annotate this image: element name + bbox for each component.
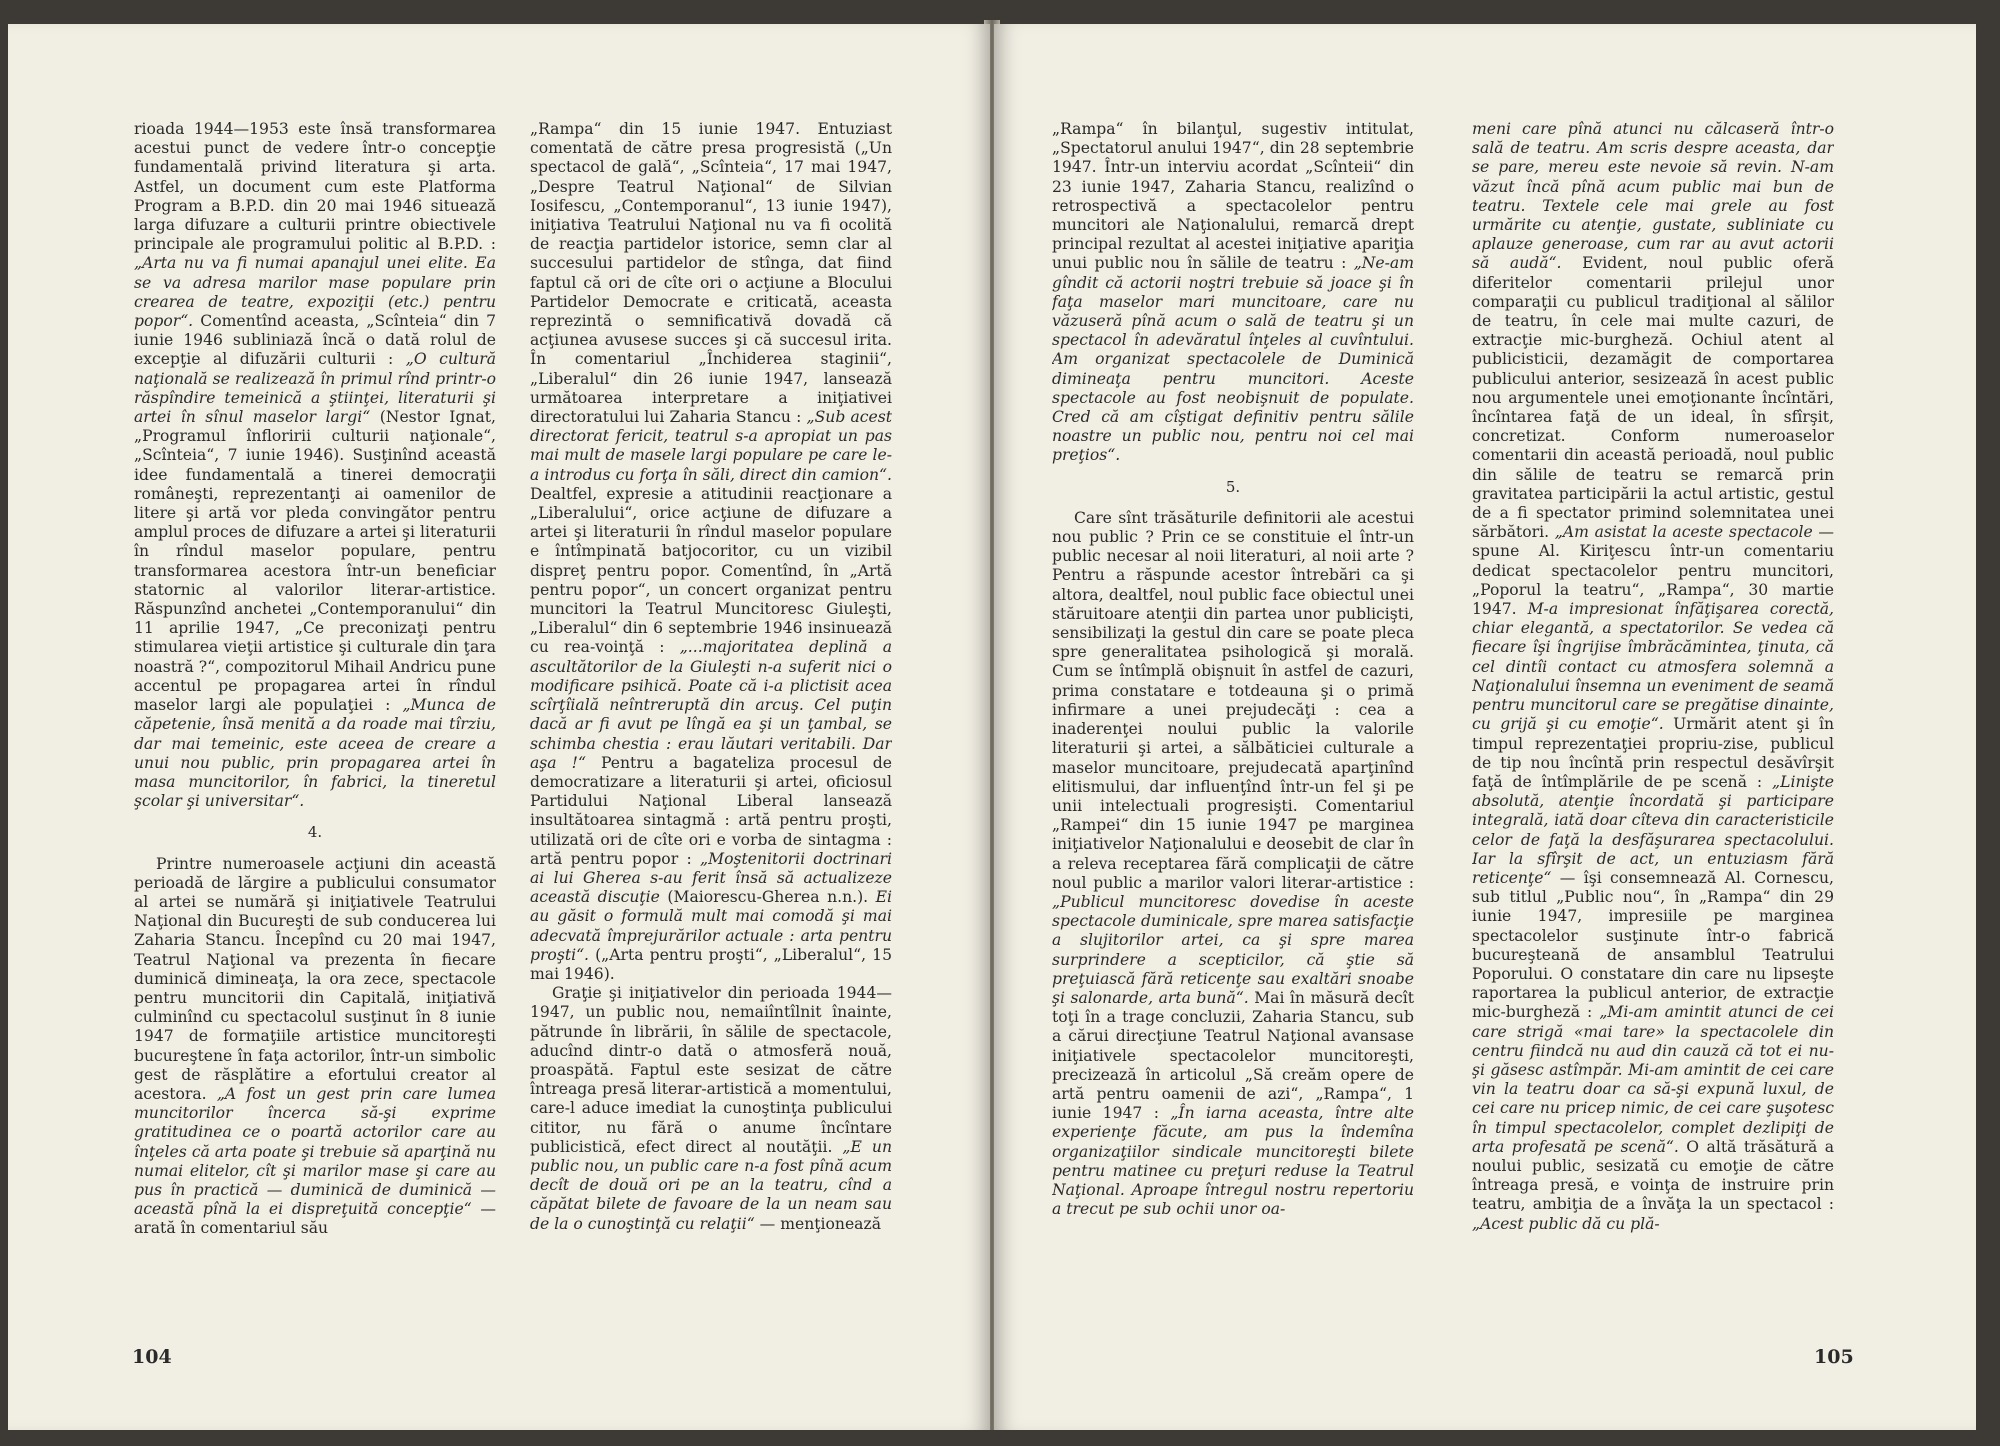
page-number: 105	[1814, 1346, 1854, 1368]
paragraph: „Rampa“ din 15 iunie 1947. Entuziast comentată de către presa progresistă („Un spectacol de gală“, „Scînteia“, 17 mai 1947, „Despre Teatrul Naţional“ de Silvian Iosifescu, „Contemporanul“, 13 iunie 1947), iniţiativa Teatrului Naţional nu va fi ocolită de reacţia partidelor istorice, semn clar al succesului partidelor de stînga, dat fiind faptul că ori de cîte ori o acţiune a Blocului Partidelor Democrate e criticată, aceasta reprezintă o semnificativă dovadă că acţiunea avusese succes şi că succesul irita. În comentariul „Închiderea staginii“, „Liberalul“ din 26 iunie 1947, lansează următoarea interpretare a iniţiativei directoratului lui Zaharia Stancu : „Sub acest directorat fericit, teatrul s-a apropiat un pas mai mult de masele largi populare pe care le-a introdus cu forţa în săli, direct din camion“. Dealtfel, expresie a atitudinii reacţionare a „Liberalului“, orice acţiune de difuzare a artei şi literaturii în rîndul maselor populare e întîmpinată batjocoritor, cu un vizibil dispreţ pentru popor. Comentînd, în „Artă pentru popor“, un concert organizat pentru muncitori la Teatrul Muncitoresc Giuleşti, „Liberalul“ din 6 septembrie 1946 insinuează cu rea-voinţă : „...majoritatea deplină a ascultătorilor de la Giuleşti n-a suferit nici o modificare psihică. Poate că i-a plictisit acea scîrţîială neîntreruptă din arcuş. Cel puţin dacă ar fi avut pe lîngă ea şi un ţambal, se schimba chestia : erau lăutari veritabili. Dar aşa !“ Pentru a bagateliza procesul de democratizare a literaturii şi artei, oficiosul Partidului Naţional Liberal lansează insultătoarea sintagmă : artă pentru proşti, utilizată ori de cîte ori e vorba de sintagma : artă pentru popor : „Moştenitorii doctrinari ai lui Gherea s-au ferit însă să actualizeze această discuţie (Maiorescu-Gherea n.n.). Ei au găsit o formulă mult mai comodă şi mai adecvată împrejurărilor actuale : arta pentru proşti“. („Arta pentru proşti“, „Liberalul“, 15 mai 1946).	[530, 120, 892, 983]
section-number: 4.	[307, 823, 323, 842]
left-page	[8, 24, 990, 1430]
paragraph: Graţie şi iniţiativelor din perioada 1944—1947, un public nou, nemaiîntîlnit înainte, pătrunde în librării, în sălile de spectacole, aducînd dintr-o dată o atmosferă nouă, proaspătă. Faptul este sesizat de către întreaga presă literar-artistică a momentului, care-l aduce imediat la cunoştinţa publicului cititor, nu fără o anume încîntare publicistică, efect direct al noutăţii. „E un public nou, un public care n-a fost pînă acum decît de două ori pe an la teatru, cînd a căpătat bilete de favoare de la un neam sau de la o cunoştinţă cu relaţii“ — menţionează	[530, 984, 892, 1233]
paragraph: Printre numeroasele acţiuni din această perioadă de lărgire a publicului consumator al artei se numără şi iniţiativele Teatrului Naţional din Bucureşti de sub conducerea lui Zaharia Stancu. Începînd cu 20 mai 1947, Teatrul Naţional va prezenta în fiecare duminică dimineaţa, la ora zece, spectacole pentru muncitorii din Capitală, iniţiativă culminînd cu spectacolul susţinut în 8 iunie 1947 de formaţiile artistice muncitoreşti bucureştene în faţa actorilor, într-un simbolic gest de răsplătire a efortului creator al acestora. „A fost un gest prin care lumea muncitorilor încerca să-şi exprime gratitudinea ce o poartă actorilor care au înţeles că arta poate şi trebuie să aparţină nu numai elitelor, cît şi marilor mase şi care au pus în practică — duminică de duminică — această pînă la ei dispreţuită concepţie“ — arată în comentariul său	[134, 854, 496, 1238]
right-page-column-1	[1052, 120, 1414, 1335]
right-page-column-2	[1472, 120, 1834, 1335]
paragraph: Care sînt trăsăturile definitorii ale acestui nou public ? Prin ce se constituie el într-un public necesar al noii literaturi, al noii arte ? Pentru a răspunde acestor întrebări ca şi altora, dealtfel, noul public face obiectul unei stăruitoare atenţii din partea unor publicişti, sensibilizaţi la gestul din care se poate pleca spre generalitatea psihologică şi morală. Cum se întîmplă obişnuit în astfel de cazuri, prima constatare e totdeauna şi o primă infirmare a unei prejudecăţi : cea a inaderenţei noului public la valorile literaturii şi artei, a sălbăticiei culturale a maselor muncitoare, prejudecată aparţinînd elitismului, dar influenţînd într-un fel şi pe unii intelectuali progresişti. Comentariul „Rampei“ din 15 iunie 1947 pe marginea iniţiativelor Naţionalului e deosebit de clar în a releva receptarea fără complicaţii de către noul public a marilor valori literar-artistice : „Publicul muncitoresc dovedise în aceste spectacole duminicale, spre marea satisfacţie a slujitorilor artei, ca şi spre marea surprindere a scepticilor, că ştie să preţuiască fără reticenţe sau exaltări snoabe şi salonarde, arta bună“. Mai în măsură decît toţi în a trage concluzii, Zaharia Stancu, sub a cărui direcţiune Teatrul Naţional avansase iniţiativele spectacolelor muncitoreşti, precizează în articolul „Să creăm opere de artă pentru oamenii de azi“, „Rampa“, 1 iunie 1947 : „În iarna aceasta, între alte experienţe făcute, am pus la îndemîna organizaţiilor sindicale muncitoreşti bilete pentru matinee cu preţuri reduse la Teatrul Naţional. Aproape întregul nostru repertoriu a trecut pe sub ochii unor oa-	[1052, 508, 1414, 1219]
paragraph: „Rampa“ în bilanţul, sugestiv intitulat, „Spectatorul anului 1947“, din 28 septembrie 1947. Într-un interviu acordat „Scînteii“ din 23 iunie 1947, Zaharia Stancu, realizînd o retrospectivă a spectacolelor pentru muncitori ale Naţionalului, remarcă drept principal rezultat al acestei iniţiative apariţia unui public nou în sălile de teatru : „Ne-am gîndit că actorii noştri trebuie să joace şi în faţa maselor mari muncitoare, care nu văzuseră pînă acum o sală de teatru şi un spectacol în adevăratul înţeles al cuvîntului. Am organizat spectacolele de Duminică dimineaţa pentru muncitori. Aceste spectacole au fost neobişnuit de populate. Cred că am cîştigat definitiv pentru sălile noastre un public nou, pentru noi cel mai preţios“.	[1052, 120, 1414, 465]
page-number: 104	[132, 1346, 172, 1368]
section-number: 5.	[1225, 477, 1241, 496]
right-page	[994, 24, 1976, 1430]
paragraph: meni care pînă atunci nu călcaseră într-o sală de teatru. Am scris despre aceasta, dar se pare, mereu este nevoie să revin. N-am văzut încă pînă acum public mai bun de teatru. Textele cele mai grele au fost urmărite cu atenţie, gustate, subliniate cu aplauze generoase, cum rar au avut actorii să audă“. Evident, noul public oferă diferitelor comentarii prilejul unor comparaţii cu publicul tradiţional al sălilor de teatru, în cele mai multe cazuri, de extracţie mic-burgheză. Ochiul atent al publicisticii, dezamăgit de comportarea publicului anterior, sesizează în acest public nou argumentele unei emoţionante încîntări, încîntarea faţă de un ideal, în sfîrşit, concretizat. Conform numeroaselor comentarii din această perioadă, noul public din sălile de teatru se remarcă prin gravitatea participării la actul artistic, gestul de a fi spectator primind solemnitatea unei sărbători. „Am asistat la aceste spectacole — spune Al. Kiriţescu într-un comentariu dedicat spectacolelor pentru muncitori, „Poporul la teatru“, „Rampa“, 30 martie 1947. M-a impresionat înfăţişarea corectă, chiar elegantă, a spectatorilor. Se vedea că fiecare îşi îngrijise îmbrăcămintea, ţinuta, că cel dintîi contact cu atmosfera solemnă a Naţionalului însemna un eveniment de seamă pentru muncitorul care se pregătise dinainte, cu grijă şi cu emoţie“. Urmărit atent şi în timpul reprezentaţiei propriu-zise, publicul de tip nou încîntă prin respectul desăvîrşit faţă de întîmplările de pe scenă : „Linişte absolută, atenţie încordată şi participare integrală, iată doar cîteva din caracteristicile celor de faţă la desfăşurarea spectacolului. Iar la sfîrşit de act, un entuziasm fără reticenţe“ — îşi consemnează Al. Cornescu, sub titlul „Public nou“, în „Rampa“ din 29 iunie 1947, impresiile pe marginea spectacolelor susţinute într-o fabrică bucureşteană de ansamblul Teatrului Poporului. O constatare din care nu lipseşte raportarea la publicul anterior, de extracţie mic-burgheză : „Mi-am amintit atunci de cei care strigă «mai tare» la spectacolele din centru fiindcă nu aud din cauză că tot ei nu-şi găsesc astîmpăr. Mi-am amintit de cei care vin la teatru doar ca să-şi expună luxul, de cei care nu pricep nimic, de cei care şuşotesc în timpul spectacolelor, complet dezlipiţi de arta profesată pe scenă“. O altă trăsătură a noului public, sesizată cu emoţie de către întreaga presă, e voinţa de instruire prin teatru, ambiţia de a învăţa la un spectacol : „Acest public dă cu plă-	[1472, 120, 1834, 1233]
left-page-column-1	[134, 120, 496, 1335]
left-page-column-2	[530, 120, 892, 1335]
paragraph: rioada 1944—1953 este însă transformarea acestui punct de vedere într-o concepţie fundamentală privind literatura şi arta. Astfel, un document cum este Platforma Program a B.P.D. din 20 mai 1946 situează larga difuzare a culturii printre obiectivele principale ale programului politic al B.P.D. : „Arta nu va fi numai apanajul unei elite. Ea se va adresa marilor mase populare prin crearea de teatre, expoziţii (etc.) pentru popor“. Comentînd aceasta, „Scînteia“ din 7 iunie 1946 subliniază încă o dată rolul de excepţie al difuzării culturii : „O cultură naţională se realizează în primul rînd printr-o răspîndire temeinică a ştiinţei, literaturii şi artei în sînul maselor largi“ (Nestor Ignat, „Programul înfloririi culturii naţionale“, „Scînteia“, 7 iunie 1946). Susţinînd această idee fundamentală a tinerei democraţii româneşti, reprezentanţi ai oamenilor de litere şi artă vor pleda convingător pentru amplul proces de difuzare a artei şi literaturii în rîndul maselor populare, pentru transformarea acestora într-un beneficiar statornic al valorilor literar-artistice. Răspunzînd anchetei „Contemporanului“ din 11 aprilie 1947, „Ce preconizaţi pentru stimularea vieţii artistice şi culturale din ţara noastră ?“, compozitorul Mihail Andricu pune accentul pe propagarea artei în rîndul maselor largi ale populaţiei : „Munca de căpetenie, însă menită a da roade mai tîrziu, dar mai temeinic, este aceea de creare a unui nou public, prin propagarea artei în masa muncitorilor, în fabrici, la tineretul şcolar şi universitar“.	[134, 120, 496, 811]
